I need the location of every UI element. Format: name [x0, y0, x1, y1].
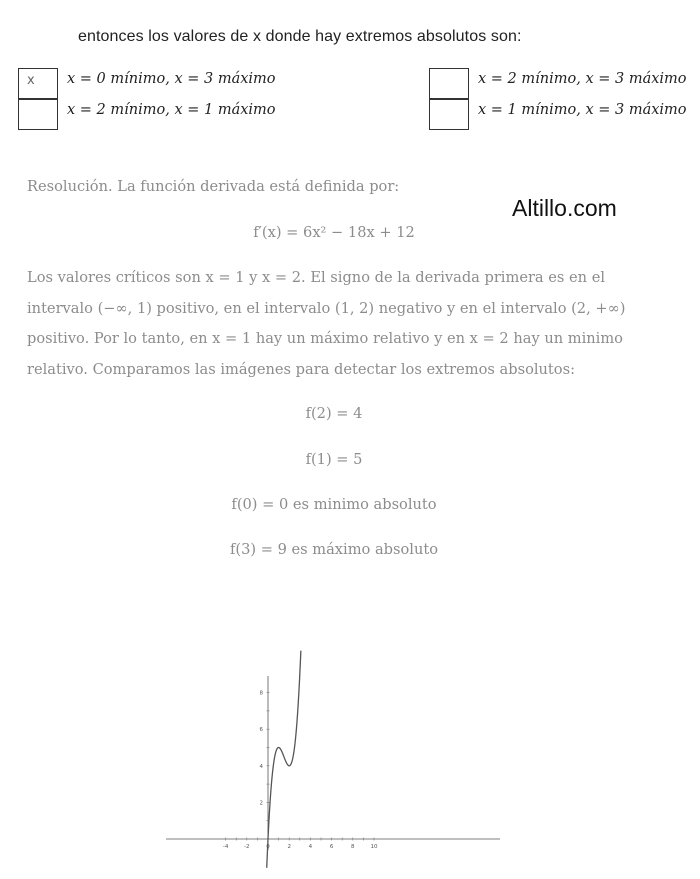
derivative-formula: f′(x) = 6x² − 18x + 12 — [253, 224, 415, 241]
evaluation-f3: f(3) = 9 es máximo absoluto — [229, 541, 438, 558]
option-text-3: x = 2 mínimo, x = 3 máximo — [478, 71, 687, 87]
option-text-4: x = 1 mínimo, x = 3 máximo — [478, 102, 687, 118]
option-mark-1: x — [27, 73, 35, 88]
x-tick-label: 2 — [287, 844, 291, 850]
evaluation-f2: f(2) = 4 — [305, 405, 363, 422]
paragraph-line-4: relativo. Comparamos las imágenes para detectar los extremos absolutos: — [27, 360, 575, 378]
x-tick-label: -2 — [244, 844, 250, 850]
x-tick-label: 6 — [329, 844, 334, 850]
paragraph-line-1: Los valores críticos son x = 1 y x = 2. El signo de la derivada primera es en el — [27, 269, 606, 286]
y-tick-label: 8 — [259, 690, 263, 697]
question-intro: entonces los valores de x donde hay extremos absolutos son: — [78, 28, 522, 45]
x-tick-label: 10 — [370, 844, 378, 850]
y-tick-label: 4 — [259, 763, 263, 770]
x-tick-label: 0 — [266, 844, 270, 850]
paragraph-line-2: intervalo (−∞, 1) positivo, en el intervalo (1, 2) negativo y en el intervalo (2, +∞) — [27, 299, 626, 317]
paragraph-line-3: positivo. Por lo tanto, en x = 1 hay un máximo relativo y en x = 2 hay un minimo — [27, 330, 623, 347]
graph-curve-layer — [267, 651, 301, 868]
y-tick-label: 6 — [259, 727, 263, 734]
resolution-intro: Resolución. La función derivada está definida por: — [27, 178, 400, 195]
evaluation-f1: f(1) = 5 — [305, 451, 363, 468]
y-tick-label: 2 — [259, 800, 263, 807]
evaluation-f0: f(0) = 0 es minimo absoluto — [231, 496, 437, 513]
x-tick-label: 4 — [308, 844, 313, 850]
x-tick-label: -4 — [222, 844, 229, 850]
function-curve — [267, 651, 301, 868]
option-text-2: x = 2 mínimo, x = 1 máximo — [67, 102, 276, 118]
option-text-1: x = 0 mínimo, x = 3 máximo — [67, 71, 276, 87]
x-tick-label: 8 — [351, 844, 355, 850]
graph-axes — [166, 676, 500, 850]
watermark-brand: Altillo.com — [512, 195, 617, 221]
